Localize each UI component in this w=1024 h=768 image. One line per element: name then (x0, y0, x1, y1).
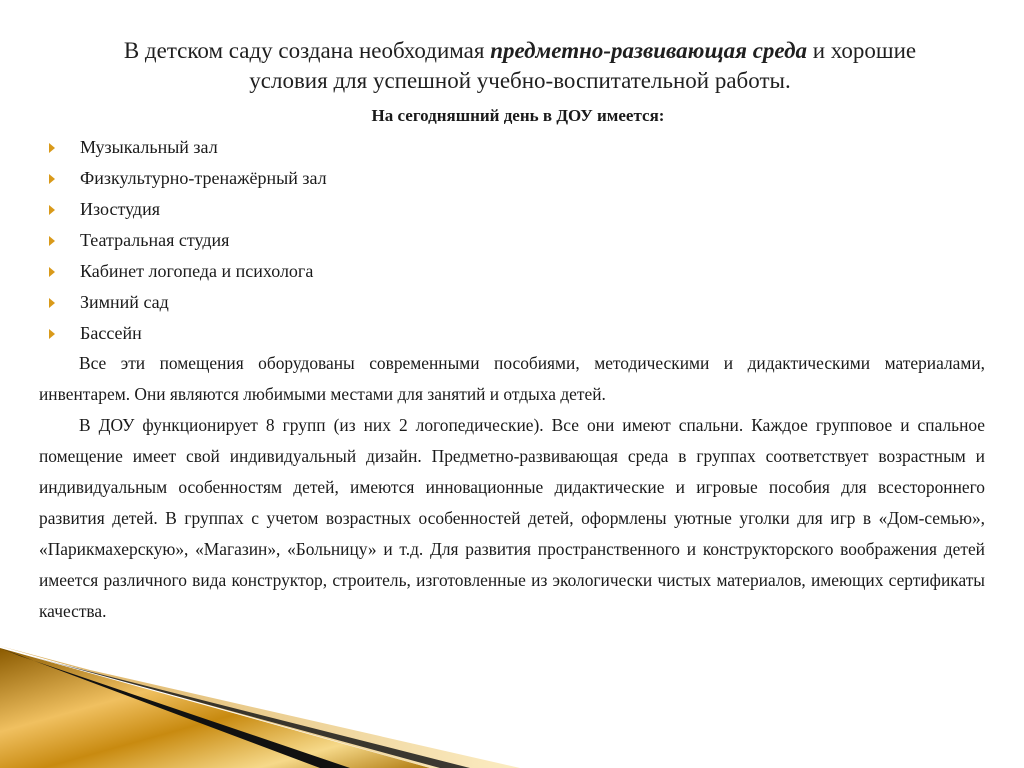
list-item-label: Физкультурно-тренажёрный зал (80, 168, 327, 188)
list-item-label: Музыкальный зал (80, 137, 218, 157)
list-item-label: Кабинет логопеда и психолога (80, 261, 314, 281)
list-item-label: Изостудия (80, 199, 161, 219)
list-item (46, 257, 646, 288)
list-item (46, 164, 646, 195)
list-item (46, 288, 646, 319)
triangle-bullet-icon (49, 205, 55, 215)
list-item (46, 133, 646, 164)
title-line-1 (60, 36, 980, 66)
list-item-label: Бассейн (80, 323, 142, 343)
facilities-list (46, 133, 646, 350)
title-text-end: и хорошие (806, 38, 917, 63)
triangle-bullet-icon (49, 298, 55, 308)
triangle-bullet-icon (49, 329, 55, 339)
list-item (46, 319, 646, 350)
section-heading: На сегодняшний день в ДОУ имеется: (371, 106, 665, 125)
title-emphasis: предметно-развивающая среда (490, 38, 807, 63)
list-item (46, 195, 646, 226)
list-item-label: Театральная студия (80, 230, 230, 250)
body-text (39, 348, 985, 627)
list-item (46, 226, 646, 257)
title-line-2: условия для успешной учебно-воспитательной работы. (249, 68, 791, 93)
list-item-label: Зимний сад (80, 292, 169, 312)
triangle-bullet-icon (49, 267, 55, 277)
triangle-bullet-icon (49, 236, 55, 246)
paragraph: Все эти помещения оборудованы современными пособиями, методическими и дидактическими материалами, инвентарем. Они являются любимыми местами для занятий и отдыха детей. (39, 353, 985, 404)
triangle-bullet-icon (49, 174, 55, 184)
slide-title (60, 36, 980, 96)
triangle-bullet-icon (49, 143, 55, 153)
title-text-start: В детском саду создана необходимая (123, 38, 491, 63)
paragraph: В ДОУ функционирует 8 групп (из них 2 логопедические). Все они имеют спальни. Каждое групповое и спальное помещение имеет свой индивидуальный дизайн. Предметно-развивающая среда в группах соответствует возрастным и индивидуальным особенностям детей, имеются инновационные дидактические и игровые пособия для всестороннего развития детей. В группах с учетом возрастных особенностей детей, оформлены уютные уголки для игр в «Дом-семью», «Парикмахерскую», «Магазин», «Больницу» и т.д. Для развития пространственного и конструкторского воображения детей имеется различного вида конструктор, строитель, изготовленные из экологически чистых материалов, имеющих сертификаты качества. (39, 415, 985, 621)
